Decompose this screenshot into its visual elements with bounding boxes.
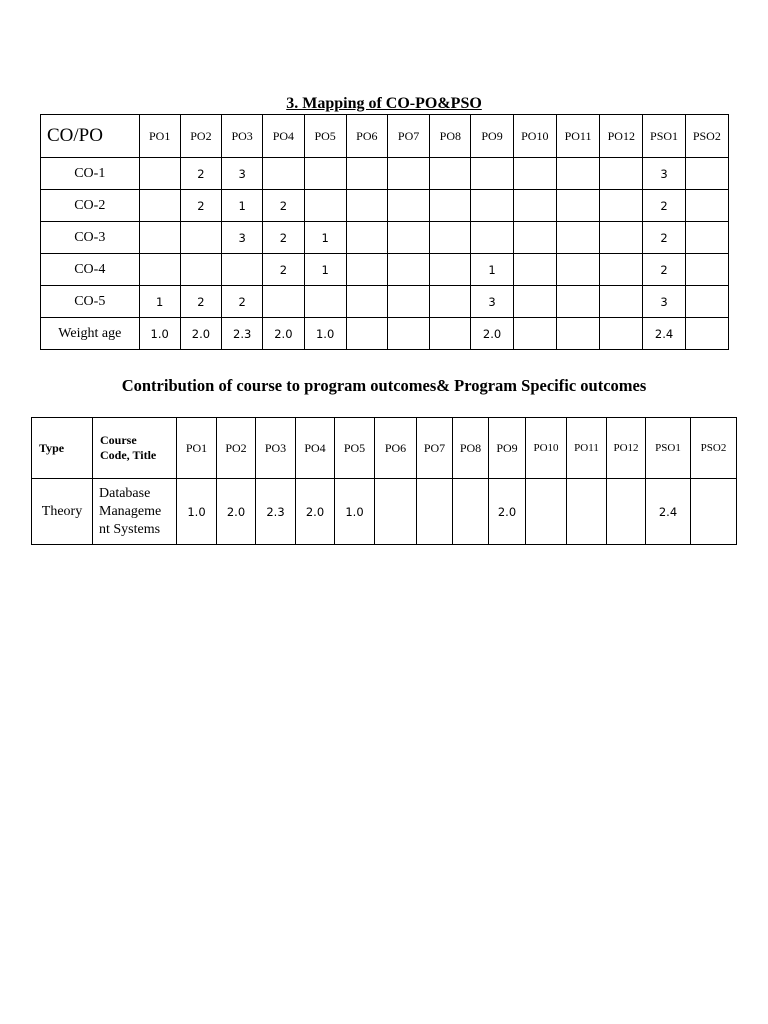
column-header-po2: PO2 [180, 115, 221, 158]
column-header-po10: PO10 [513, 115, 556, 158]
table-cell [139, 190, 180, 222]
table-cell [526, 479, 567, 545]
table-cell [471, 190, 513, 222]
table-row [41, 254, 729, 286]
table-cell: 2 [180, 190, 221, 222]
contribution-table [31, 417, 737, 545]
table-cell [691, 479, 737, 545]
course-title-line: Database [99, 485, 151, 501]
table-cell: 1.0 [139, 318, 180, 350]
column-header-po12: PO12 [607, 418, 646, 479]
table-cell [513, 222, 556, 254]
column-header-po4: PO4 [296, 418, 335, 479]
column-header-po6: PO6 [375, 418, 417, 479]
table-cell: 1 [304, 254, 346, 286]
column-header-po1: PO1 [139, 115, 180, 158]
table-cell: 2 [263, 254, 304, 286]
column-header-po10: PO10 [526, 418, 567, 479]
table-cell [139, 222, 180, 254]
column-header-po4: PO4 [263, 115, 304, 158]
column-header-po2: PO2 [217, 418, 256, 479]
column-header-po5: PO5 [335, 418, 375, 479]
table-cell [567, 479, 607, 545]
course-header [93, 418, 177, 479]
row-label: CO-2 [41, 190, 140, 222]
table-cell: 1.0 [304, 318, 346, 350]
table-cell [222, 254, 263, 286]
row-label: CO-1 [41, 158, 140, 190]
table-cell [685, 190, 728, 222]
table-cell: 2.0 [263, 318, 304, 350]
table-cell [387, 222, 429, 254]
table-row [41, 190, 729, 222]
table-header-row [41, 115, 729, 158]
column-header-po9: PO9 [471, 115, 513, 158]
table-cell [513, 286, 556, 318]
table-cell [346, 222, 387, 254]
table-cell: 3 [471, 286, 513, 318]
table-cell [600, 222, 643, 254]
row-label: Weight age [41, 318, 140, 350]
table-cell [304, 190, 346, 222]
table-cell [453, 479, 489, 545]
contribution-title: Contribution of course to program outcomes& Program Specific outcomes [121, 376, 647, 395]
table-cell [430, 158, 471, 190]
co-po-mapping-table [40, 114, 729, 350]
table-cell [139, 158, 180, 190]
table-cell: 2.4 [643, 318, 685, 350]
table-cell: 3 [643, 158, 685, 190]
column-header-po3: PO3 [256, 418, 296, 479]
table-cell [471, 222, 513, 254]
table-cell [375, 479, 417, 545]
table-cell: 2.0 [471, 318, 513, 350]
table-cell: 2 [643, 190, 685, 222]
table-cell [556, 190, 599, 222]
column-header-po9: PO9 [489, 418, 526, 479]
table-cell: 2.0 [217, 479, 256, 545]
table-cell [430, 190, 471, 222]
column-header-po3: PO3 [222, 115, 263, 158]
table-cell [556, 286, 599, 318]
table-cell: 3 [222, 222, 263, 254]
column-header-po6: PO6 [346, 115, 387, 158]
table-cell [346, 286, 387, 318]
table-row [41, 318, 729, 350]
table-cell: 2 [180, 286, 221, 318]
table-cell [685, 286, 728, 318]
table-cell [263, 286, 304, 318]
course-header-line: Course [100, 433, 137, 447]
table-cell [180, 254, 221, 286]
table-cell [685, 158, 728, 190]
column-header-po8: PO8 [430, 115, 471, 158]
table-cell [607, 479, 646, 545]
table-cell: 1.0 [177, 479, 217, 545]
table-cell: 3 [222, 158, 263, 190]
course-title-cell [93, 479, 177, 545]
table-cell [430, 318, 471, 350]
table-cell [556, 318, 599, 350]
column-header-po12: PO12 [600, 115, 643, 158]
column-header-po5: PO5 [304, 115, 346, 158]
column-header-po7: PO7 [417, 418, 453, 479]
table-cell [600, 286, 643, 318]
table-cell [430, 222, 471, 254]
table-cell [180, 222, 221, 254]
table-cell: 1 [139, 286, 180, 318]
table-cell [139, 254, 180, 286]
column-header-pso1: PSO1 [643, 115, 685, 158]
course-title-line: Manageme [99, 503, 162, 519]
row-label: CO-3 [41, 222, 140, 254]
table-cell [600, 158, 643, 190]
column-header-pso2: PSO2 [691, 418, 737, 479]
table-cell [556, 158, 599, 190]
table-row [32, 479, 737, 545]
table-cell [556, 222, 599, 254]
table-cell [346, 318, 387, 350]
course-header-line: Code, Title [100, 448, 157, 462]
table-cell [471, 158, 513, 190]
table-cell [600, 254, 643, 286]
table-cell [387, 286, 429, 318]
table-cell [387, 318, 429, 350]
table-cell: 2 [180, 158, 221, 190]
table-cell [513, 190, 556, 222]
table-cell [346, 254, 387, 286]
corner-header: CO/PO [41, 115, 140, 158]
table-cell [430, 254, 471, 286]
table-cell [387, 158, 429, 190]
table-cell: 2.0 [180, 318, 221, 350]
table-cell [263, 158, 304, 190]
table-cell [304, 286, 346, 318]
table-cell: 3 [643, 286, 685, 318]
column-header-po1: PO1 [177, 418, 217, 479]
table-cell: 2 [643, 254, 685, 286]
table-cell [685, 222, 728, 254]
table-cell [556, 254, 599, 286]
column-header-pso2: PSO2 [685, 115, 728, 158]
table-cell [600, 318, 643, 350]
table-cell [600, 190, 643, 222]
table-cell [685, 318, 728, 350]
table-cell: 2 [643, 222, 685, 254]
row-label: CO-5 [41, 286, 140, 318]
table-cell: 2 [263, 222, 304, 254]
row-label: CO-4 [41, 254, 140, 286]
table-cell [685, 254, 728, 286]
column-header-po11: PO11 [567, 418, 607, 479]
column-header-pso1: PSO1 [646, 418, 691, 479]
type-cell: Theory [32, 479, 93, 545]
table-cell [417, 479, 453, 545]
mapping-title: 3. Mapping of CO-PO&PSO [286, 95, 482, 112]
table-cell: 2 [222, 286, 263, 318]
table-cell [513, 254, 556, 286]
table-cell [513, 318, 556, 350]
table-cell: 2.4 [646, 479, 691, 545]
table-cell: 1 [471, 254, 513, 286]
table-cell [346, 158, 387, 190]
table-cell [430, 286, 471, 318]
table-row [41, 286, 729, 318]
table-cell: 2 [263, 190, 304, 222]
table-cell: 2.3 [222, 318, 263, 350]
course-title-line: nt Systems [99, 521, 161, 537]
column-header-po8: PO8 [453, 418, 489, 479]
column-header-po7: PO7 [387, 115, 429, 158]
table-cell [387, 190, 429, 222]
table-cell: 2.0 [489, 479, 526, 545]
table-header-row [32, 418, 737, 479]
table-cell: 1 [304, 222, 346, 254]
table-row [41, 158, 729, 190]
table-cell [387, 254, 429, 286]
table-cell [346, 190, 387, 222]
table-row [41, 222, 729, 254]
table-cell: 2.0 [296, 479, 335, 545]
table-cell [304, 158, 346, 190]
table-cell: 1.0 [335, 479, 375, 545]
table-cell: 2.3 [256, 479, 296, 545]
type-header: Type [32, 418, 93, 479]
table-cell [513, 158, 556, 190]
table-cell: 1 [222, 190, 263, 222]
column-header-po11: PO11 [556, 115, 599, 158]
